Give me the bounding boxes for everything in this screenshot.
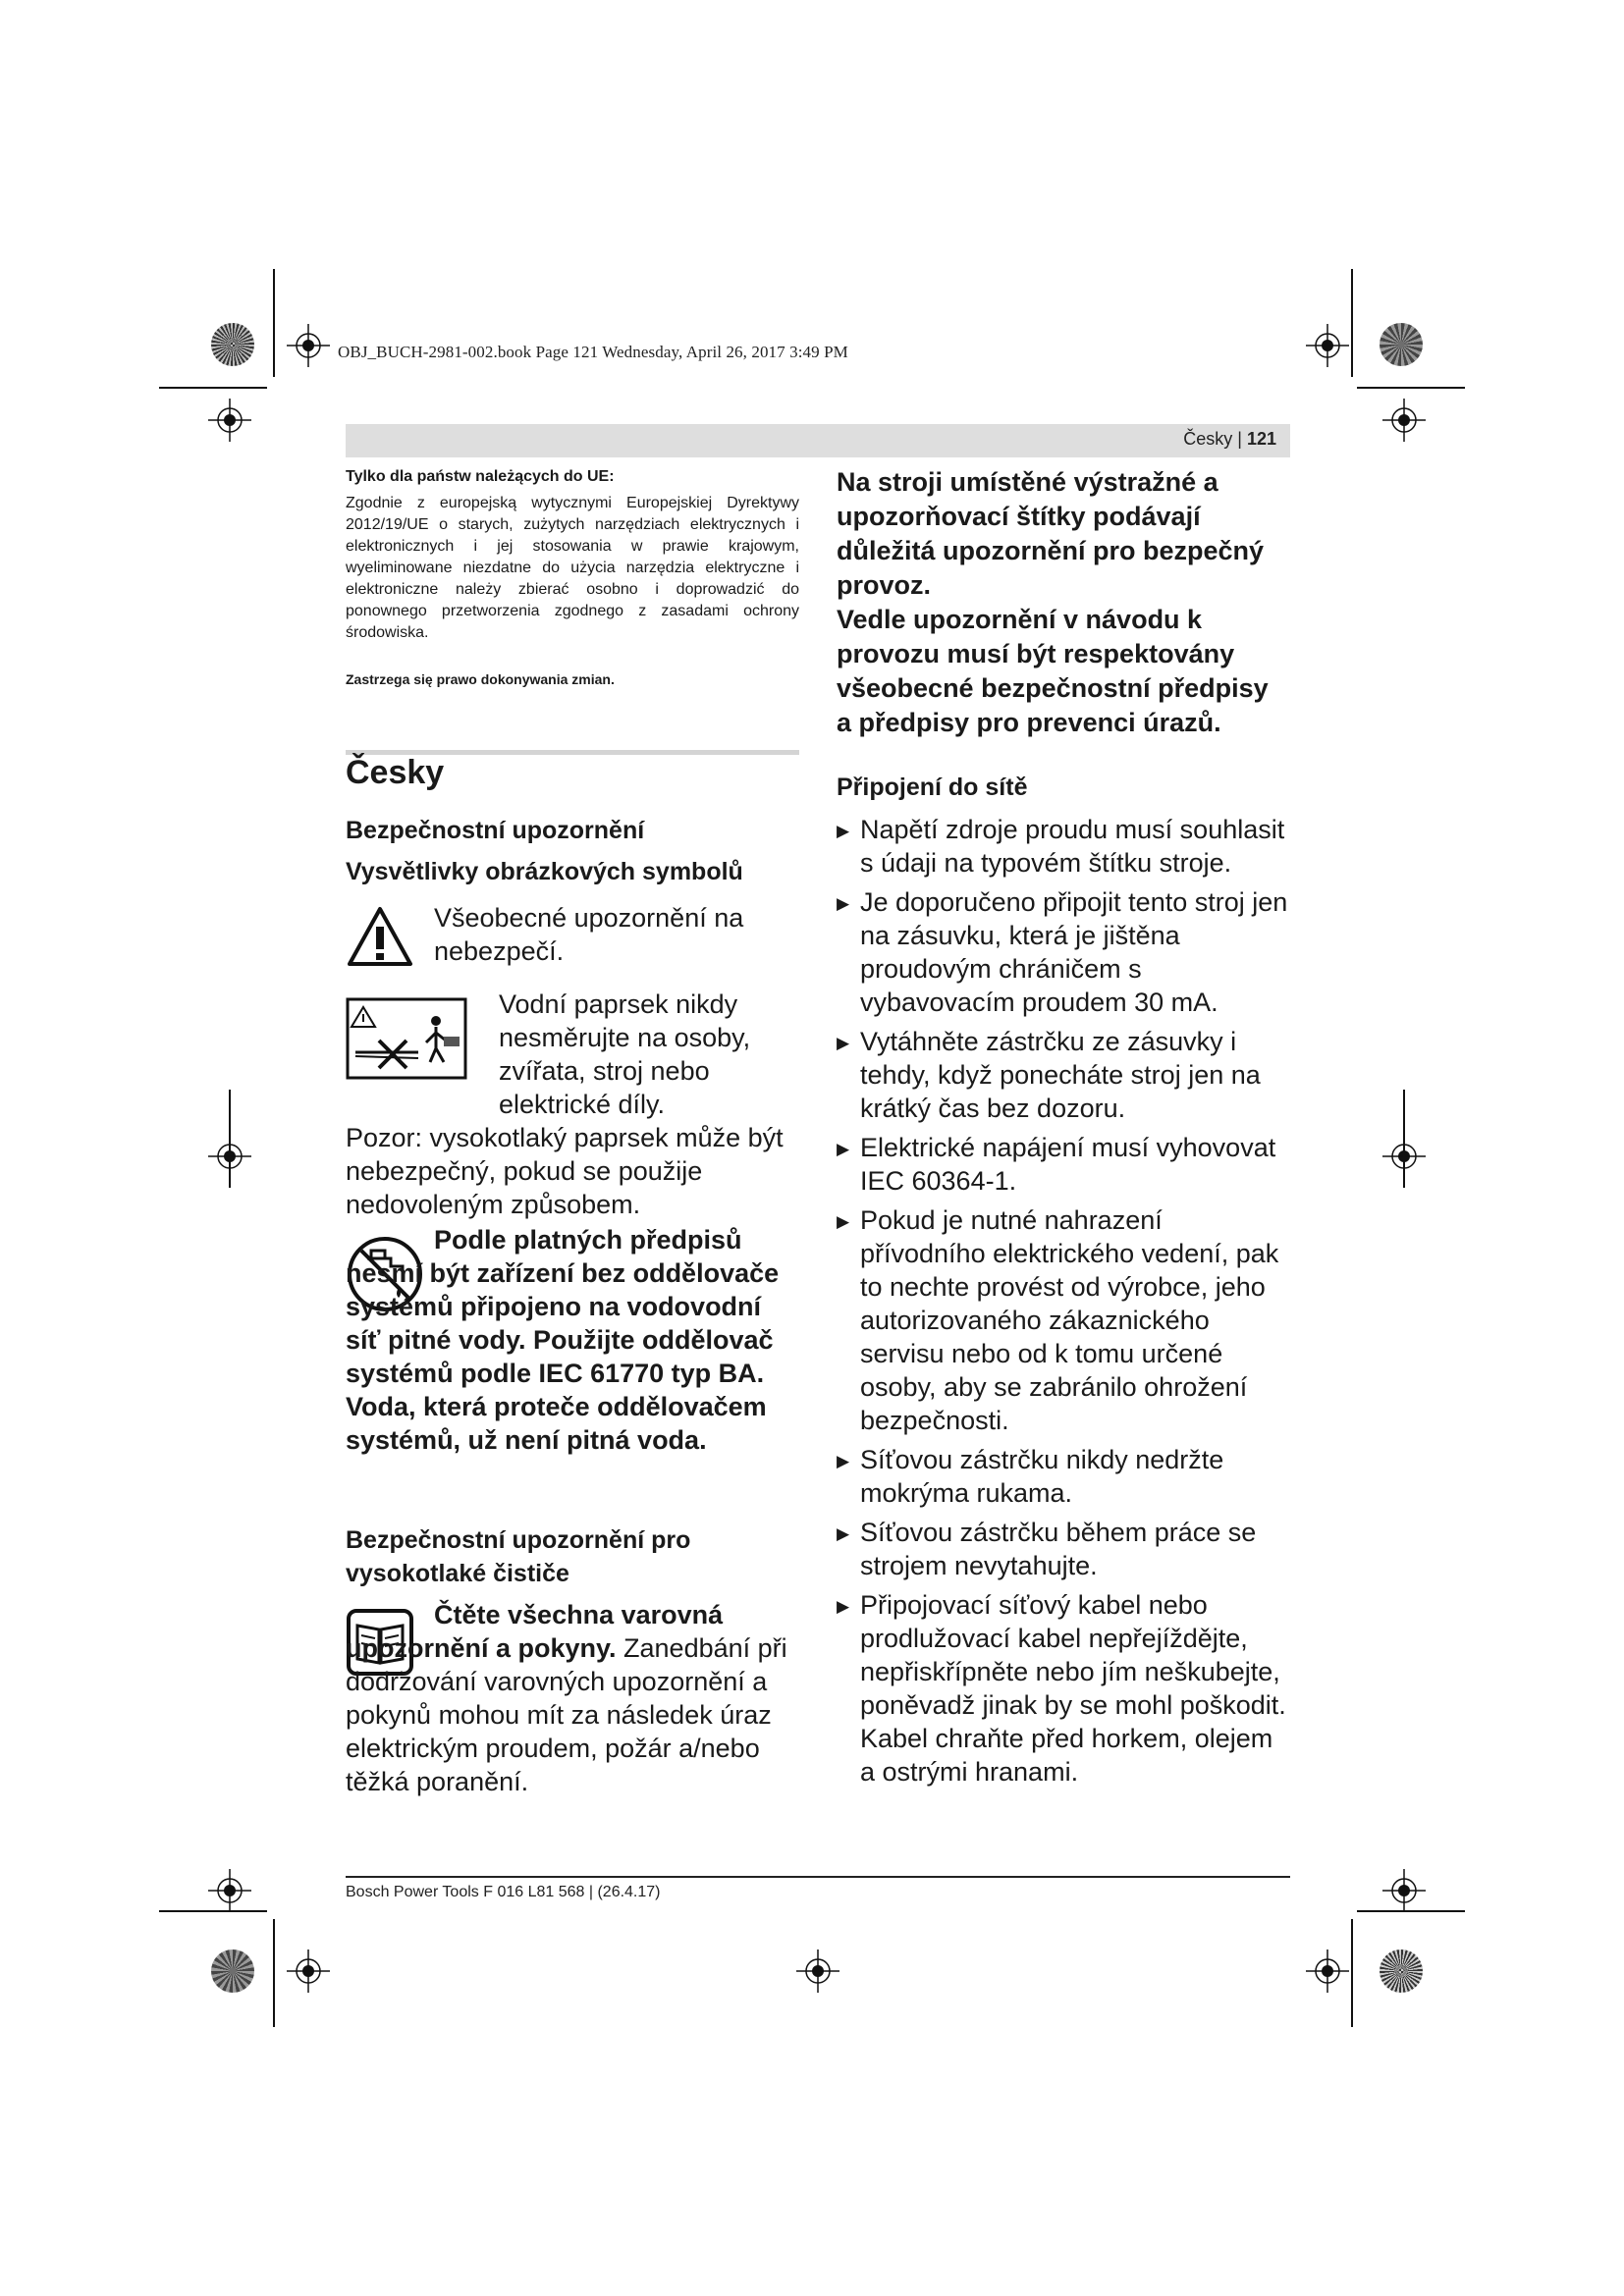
color-wheel-icon <box>1380 323 1423 366</box>
general-warning-text: Všeobecné upozornění na nebezpečí. <box>434 903 744 966</box>
list-item: ▶ Vytáhněte zástrčku ze zásuvky i tehdy, když ponecháte stroj jen na krátký čas bez dozoru. <box>837 1025 1290 1125</box>
list-item: ▶ Síťovou zástrčku nikdy nedržte mokrýma rukama. <box>837 1443 1290 1510</box>
registration-mark-icon <box>796 1949 839 1993</box>
page-header <box>346 424 1290 457</box>
registration-mark-icon <box>1306 324 1349 367</box>
header-label <box>1183 429 1276 450</box>
crop-line <box>1403 1090 1405 1188</box>
mains-list <box>837 813 1290 1794</box>
crop-line <box>229 1090 231 1188</box>
list-item: ▶ Připojovací síťový kabel nebo prodlužovací kabel nepřejíždějte, nepřiskřípněte nebo jím neškubejte, poněvadž jinak by se mohl poškodit. Kabel chraňte před horkem, olejem a ostrými hranami. <box>837 1588 1290 1789</box>
general-rules-text: Vedle upozornění v návodu k provozu musí být respektovány všeobecné bezpečnostní předpisy a předpisy pro prevenci úrazů. <box>837 605 1269 737</box>
read-all-rest: Zanedbání při dodržování varovných upozornění a pokynů mohou mít za následek úraz elektrickým proudem, požár a/nebo těžká poranění. <box>346 1633 787 1796</box>
page-footer: Bosch Power Tools F 016 L81 568 | (26.4.17) <box>346 1884 661 1900</box>
crop-line <box>159 1910 267 1912</box>
machine-labels-text: Na stroji umístěné výstražné a upozorňovací štítky podávají důležitá upozornění pro bezpečný provoz. <box>837 467 1265 600</box>
registration-mark-icon <box>287 324 330 367</box>
registration-mark-icon <box>1306 1949 1349 1993</box>
crop-line <box>159 387 267 389</box>
list-item: ▶ Je doporučeno připojit tento stroj jen na zásuvku, která je jištěna proudovým chráničem s vybavovacím proudem 30 mA. <box>837 885 1290 1019</box>
warning-triangle-icon <box>346 905 414 968</box>
header-section: Česky | <box>1183 429 1247 449</box>
caution-text: Pozor: vysokotlaký paprsek může být nebezpečný, pokud se použije nedovoleným způsobem. <box>346 1123 784 1219</box>
crop-line <box>1357 1910 1465 1912</box>
list-item: ▶ Elektrické napájení musí vyhovovat IEC 60364-1. <box>837 1131 1290 1198</box>
list-item: ▶ Síťovou zástrčku během práce se strojem nevytahujte. <box>837 1516 1290 1582</box>
print-info: OBJ_BUCH-2981-002.book Page 121 Wednesday, April 26, 2017 3:49 PM <box>338 343 848 361</box>
crop-line <box>1351 269 1353 377</box>
polish-note: Zastrzega się prawo dokonywania zmian. <box>346 671 615 687</box>
water-jet-text: Vodní paprsek nikdy nesměrujte na osoby, zvířata, stroj nebo elektrické díly. <box>499 989 751 1119</box>
footer-divider <box>346 1876 1290 1878</box>
registration-mark-icon <box>287 1949 330 1993</box>
polish-body: Zgodnie z europejską wytycznymi Europejskiej Dyrektywy 2012/19/UE o starych, zużytych narzędziach elektrycznych i elektronicznych i jej stosowania w prawie krajowym, wyeliminowane niezdatne do użycia narzędzia elektryczne i elektroniczne należy zbierać osobno i doprowadzić do ponownego przetworzenia zgodnego z zasadami ochrony środowiska. <box>346 495 799 641</box>
water-jet-warning-icon <box>346 997 467 1080</box>
color-wheel-icon <box>211 1949 254 1993</box>
cleaner-safety-heading: Bezpečnostní upozornění pro vysokotlaké čističe <box>346 1526 691 1587</box>
crop-line <box>273 1919 275 2027</box>
list-item: ▶ Pokud je nutné nahrazení přívodního elektrického vedení, pak to nechte provést od výrobce, jeho autorizovaného zákaznického servisu nebo od k tomu určené osoby, aby se zabránilo ohrožení bezpečnosti. <box>837 1203 1290 1437</box>
read-all-warnings <box>346 1598 799 1798</box>
mains-heading: Připojení do sítě <box>837 774 1028 801</box>
registration-mark-icon <box>208 1869 251 1912</box>
registration-mark-icon <box>1382 1869 1426 1912</box>
crop-line <box>1351 1919 1353 2027</box>
separator-warning-text: Podle platných předpisů nesmí být zařízení bez oddělovače systémů připojeno na vodovodní síť pitné vody. Použijte oddělovač systémů podle IEC 61770 typ BA. Voda, která proteče oddělovačem systémů, už není pitná voda. <box>346 1225 780 1455</box>
read-all-bold: Čtěte všechna varovná upozornění a pokyny. <box>346 1600 724 1663</box>
crop-line <box>1357 387 1465 389</box>
safety-heading: Bezpečnostní upozornění <box>346 817 645 844</box>
page-title: Česky <box>346 754 445 791</box>
color-wheel-icon <box>211 323 254 366</box>
registration-mark-icon <box>208 399 251 442</box>
polish-heading: Tylko dla państw należących do UE: <box>346 468 615 485</box>
symbols-heading: Vysvětlivky obrázkových symbolů <box>346 858 743 885</box>
page-number: 121 <box>1246 429 1276 449</box>
color-wheel-icon <box>1380 1949 1423 1993</box>
list-item: ▶ Napětí zdroje proudu musí souhlasit s údaji na typovém štítku stroje. <box>837 813 1290 880</box>
crop-line <box>273 269 275 377</box>
registration-mark-icon <box>1382 399 1426 442</box>
